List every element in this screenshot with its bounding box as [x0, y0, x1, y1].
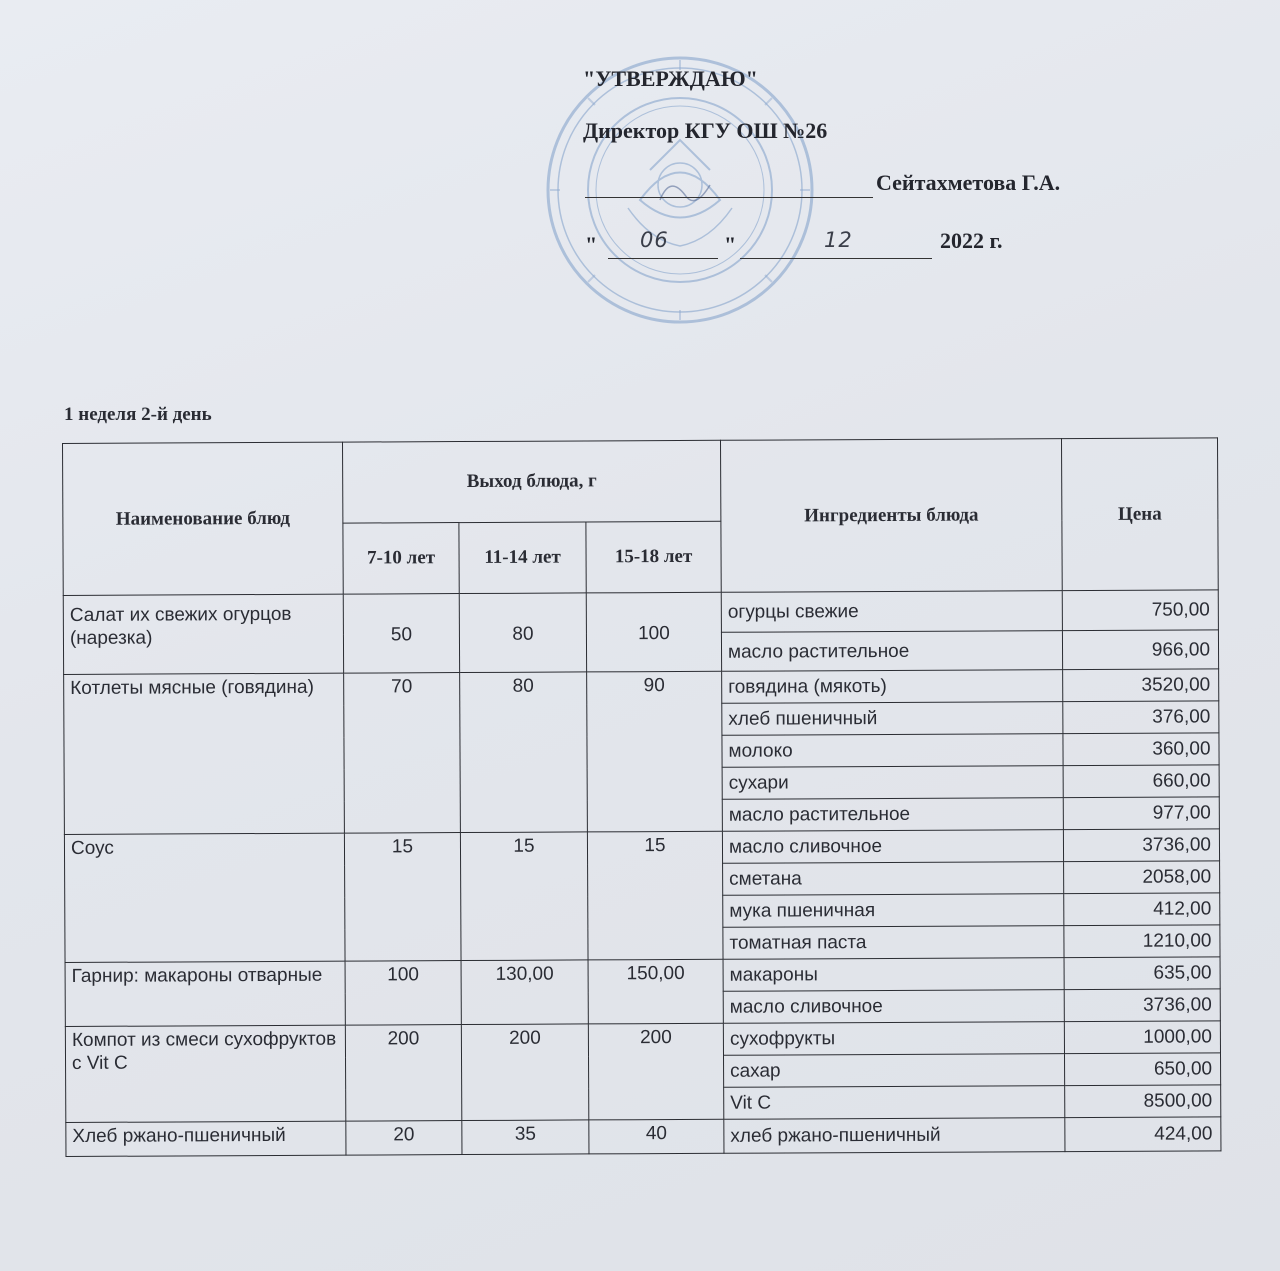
yield-7-10: 200	[345, 1025, 461, 1122]
dish-name: Компот из смеси сухофруктов с Vit C	[65, 1025, 345, 1122]
approval-title: "УТВЕРЖДАЮ"	[583, 66, 758, 91]
ingredient-price: 1000,00	[1064, 1021, 1220, 1054]
ingredient-price: 635,00	[1064, 957, 1220, 990]
header-ingredients: Ингредиенты блюда	[720, 439, 1062, 593]
header-age-11-14: 11-14 лет	[459, 522, 586, 594]
ingredient-name: сухофрукты	[723, 1022, 1064, 1056]
ingredient-name: масло растительное	[721, 631, 1062, 672]
yield-15-18: 40	[589, 1119, 724, 1154]
dish-name: Хлеб ржано-пшеничный	[66, 1121, 346, 1156]
ingredient-name: макароны	[723, 958, 1064, 992]
ingredient-price: 3520,00	[1063, 669, 1219, 702]
ingredient-price: 660,00	[1063, 765, 1219, 798]
yield-7-10: 50	[343, 594, 459, 674]
official-seal-stamp	[540, 50, 820, 330]
header-yield: Выход блюда, г	[342, 440, 720, 523]
yield-7-10: 15	[344, 833, 461, 962]
signatory-name: Сейтахметова Г.А.	[876, 170, 1061, 195]
yield-7-10: 100	[345, 961, 461, 1026]
ingredient-price: 3736,00	[1063, 829, 1219, 862]
header-dish-name: Наименование блюд	[63, 442, 344, 595]
ingredient-name: сметана	[723, 862, 1064, 896]
yield-11-14: 35	[462, 1120, 589, 1155]
table-row	[63, 590, 1218, 636]
ingredient-name: говядина (мякоть)	[722, 670, 1063, 704]
page-heading: 1 неделя 2-й день	[64, 404, 212, 425]
date-month-field	[740, 226, 932, 259]
yield-7-10: 70	[344, 673, 461, 834]
ingredient-price: 8500,00	[1065, 1085, 1221, 1118]
yield-15-18: 15	[587, 831, 723, 960]
ingredient-name: сахар	[724, 1054, 1065, 1088]
yield-11-14: 15	[460, 832, 588, 961]
yield-11-14: 80	[460, 672, 588, 833]
ingredient-price: 360,00	[1063, 733, 1219, 766]
yield-15-18: 100	[586, 592, 721, 672]
yield-11-14: 80	[459, 593, 586, 673]
header-age-15-18: 15-18 лет	[586, 521, 721, 593]
ingredient-price: 412,00	[1064, 893, 1220, 926]
yield-15-18: 150,00	[588, 959, 723, 1024]
ingredient-name: масло сливочное	[723, 990, 1064, 1024]
ingredient-price: 650,00	[1064, 1053, 1220, 1086]
yield-11-14: 200	[461, 1024, 588, 1121]
menu-table	[62, 437, 1221, 1157]
ingredient-name: масло сливочное	[722, 830, 1063, 864]
table-row	[66, 1117, 1221, 1157]
ingredient-name: хлеб ржано-пшеничный	[724, 1118, 1065, 1154]
ingredient-price: 424,00	[1065, 1117, 1221, 1152]
ingredient-name: сухари	[722, 766, 1063, 800]
ingredient-price: 2058,00	[1064, 861, 1220, 894]
ingredient-name: томатная паста	[723, 926, 1064, 960]
date-day: 06	[640, 228, 669, 252]
header-age-7-10: 7-10 лет	[343, 523, 459, 595]
approval-block	[0, 0, 1280, 300]
signature-line	[585, 197, 873, 198]
yield-7-10: 20	[346, 1121, 462, 1156]
date-open-quote: "	[585, 232, 598, 257]
dish-name: Соус	[64, 833, 345, 962]
ingredient-name: Vit C	[724, 1086, 1065, 1120]
date-day-field	[608, 226, 718, 259]
ingredient-price: 966,00	[1062, 630, 1218, 670]
yield-11-14: 130,00	[461, 960, 588, 1025]
dish-name: Гарнир: макароны отварные	[65, 961, 345, 1026]
yield-15-18: 200	[588, 1023, 723, 1120]
ingredient-price: 1210,00	[1064, 925, 1220, 958]
ingredient-name: молоко	[722, 734, 1063, 768]
ingredient-price: 376,00	[1063, 701, 1219, 734]
ingredient-name: огурцы свежие	[721, 591, 1062, 633]
dish-name: Котлеты мясные (говядина)	[64, 673, 345, 834]
ingredient-price: 977,00	[1063, 797, 1219, 830]
ingredient-price: 3736,00	[1064, 989, 1220, 1022]
dish-name: Салат их свежих огурцов (нарезка)	[63, 594, 343, 674]
director-title: Директор КГУ ОШ №26	[583, 118, 828, 143]
ingredient-price: 750,00	[1062, 590, 1218, 631]
date-year: 2022 г.	[940, 228, 1003, 253]
ingredient-name: мука пшеничная	[723, 894, 1064, 928]
date-month: 12	[824, 228, 853, 252]
ingredient-name: масло растительное	[722, 798, 1063, 832]
date-close-quote: "	[724, 232, 737, 257]
yield-15-18: 90	[587, 671, 723, 832]
header-price: Цена	[1061, 438, 1218, 591]
ingredient-name: хлеб пшеничный	[722, 702, 1063, 736]
